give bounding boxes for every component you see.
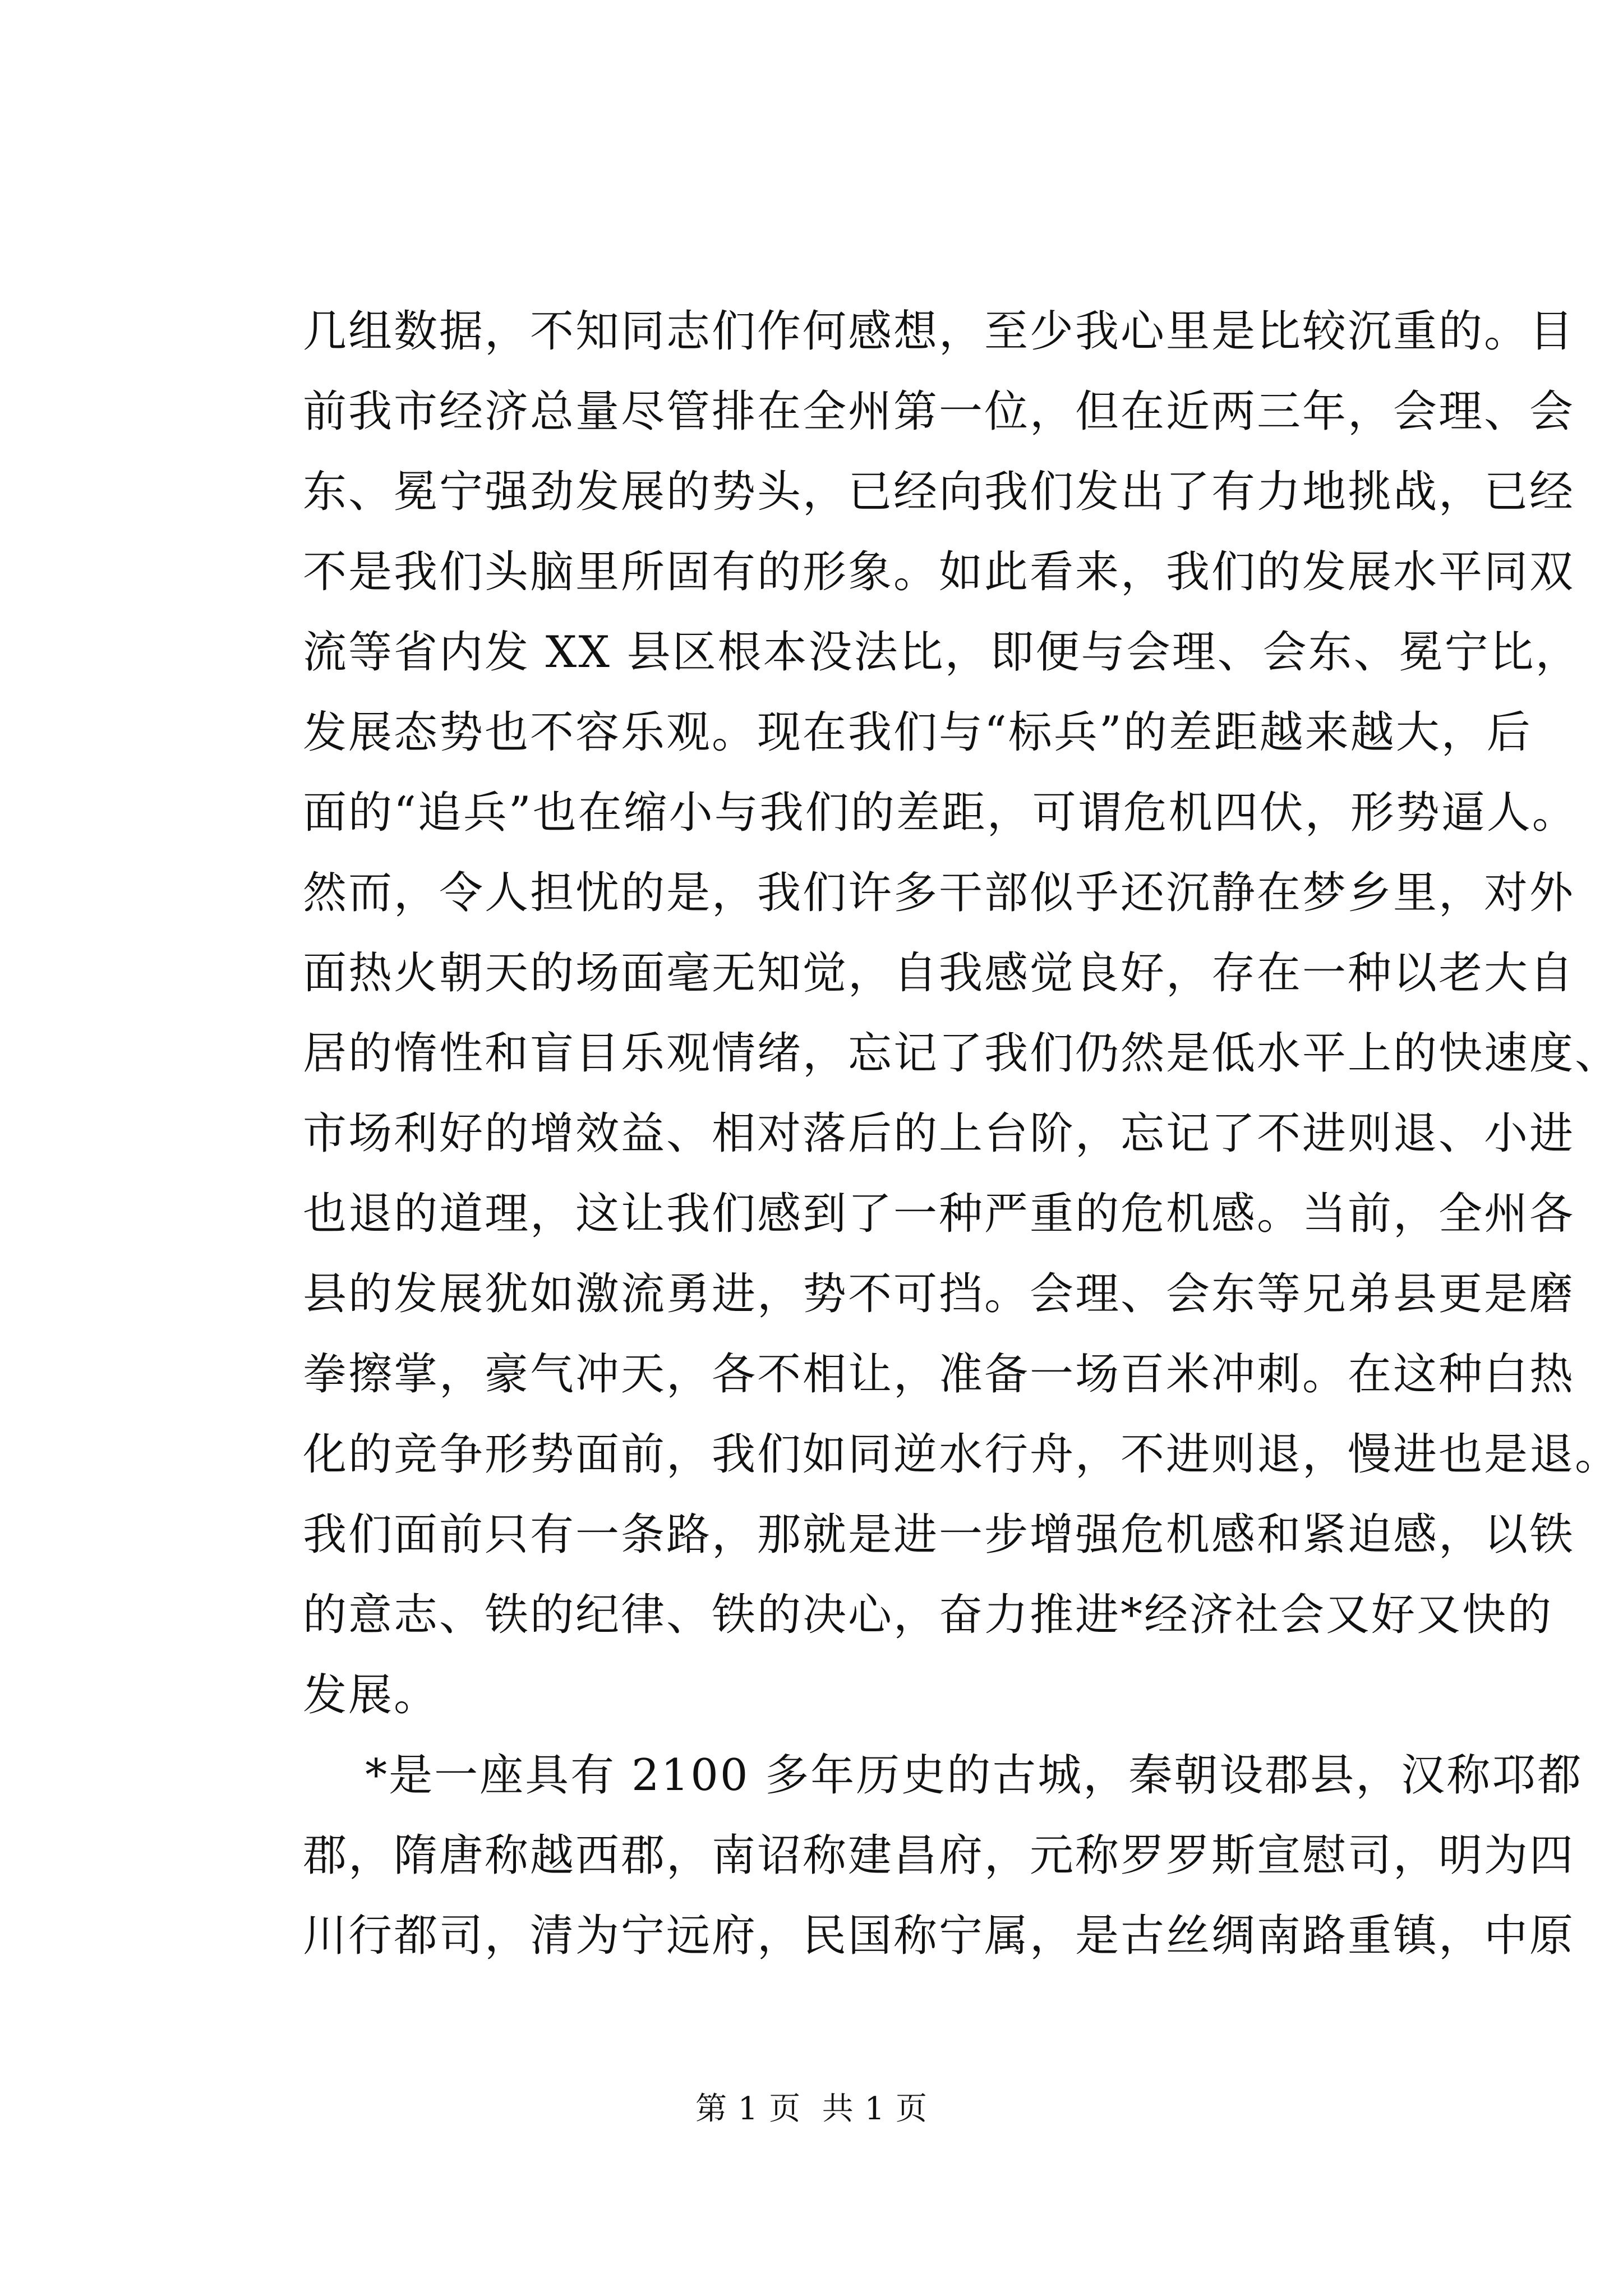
paragraph-1-line: 的意志、铁的纪律、铁的决心，奋力推进*经济社会又好又快的 <box>303 1590 1553 1640</box>
paragraph-1-line: 也退的道理，这让我们感到了一种严重的危机感。当前，全州各 <box>303 1189 1575 1239</box>
paragraph-1-line: 不是我们头脑里所固有的形象。如此看来，我们的发展水平同双 <box>303 547 1575 597</box>
paragraph-1-line: 前我市经济总量尽管排在全州第一位，但在近两三年，会理、会 <box>303 386 1575 437</box>
paragraph-1-line: 发展态势也不容乐观。现在我们与“标兵”的差距越来越大，后 <box>303 707 1532 758</box>
paragraph-1-line: 县的发展犹如激流勇进，势不可挡。会理、会东等兄弟县更是磨 <box>303 1269 1575 1319</box>
paragraph-2-line: 川行都司，清为宁远府，民国称宁属，是古丝绸南路重镇，中原 <box>303 1911 1575 1961</box>
paragraph-1-line: 拳擦掌，豪气冲天，各不相让，准备一场百米冲刺。在这种白热 <box>303 1349 1575 1400</box>
document-body <box>303 292 1621 1976</box>
paragraph-1-line: 然而，令人担忧的是，我们许多干部似乎还沉静在梦乡里，对外 <box>303 868 1575 918</box>
paragraph-1-line: 化的竞争形势面前，我们如同逆水行舟，不进则退，慢进也是退。 <box>303 1429 1621 1480</box>
paragraph-1-line: 几组数据，不知同志们作何感想，至少我心里是比较沉重的。目 <box>303 306 1575 357</box>
paragraph-1-line: 我们面前只有一条路，那就是进一步增强危机感和紧迫感，以铁 <box>303 1510 1575 1560</box>
paragraph-1-line: 市场利好的增效益、相对落后的上台阶，忘记了不进则退、小进 <box>303 1108 1575 1159</box>
paragraph-1-line: 面热火朝天的场面毫无知觉，自我感觉良好，存在一种以老大自 <box>303 948 1575 999</box>
paragraph-1-line: 面的“追兵”也在缩小与我们的差距，可谓危机四伏，形势逼人。 <box>303 788 1578 838</box>
paragraph-2-line: 郡，隋唐称越西郡，南诏称建昌府，元称罗罗斯宣慰司，明为四 <box>303 1830 1575 1881</box>
page-number-label: 第 1 页 共 1 页 <box>695 2091 928 2127</box>
paragraph-1-line: 发展。 <box>303 1670 440 1720</box>
paragraph-2-line: *是一座具有 2100 多年历史的古城，秦朝设郡县，汉称邛都 <box>303 1750 1583 1801</box>
paragraph-1-line: 居的惰性和盲目乐观情绪，忘记了我们仍然是低水平上的快速度、 <box>303 1028 1621 1079</box>
paragraph-1-line: 东、冕宁强劲发展的势头，已经向我们发出了有力地挑战，已经 <box>303 467 1575 517</box>
page-footer <box>0 2084 1623 2129</box>
paragraph-1-line: 流等省内发 XX 县区根本没法比，即便与会理、会东、冕宁比， <box>303 627 1581 678</box>
